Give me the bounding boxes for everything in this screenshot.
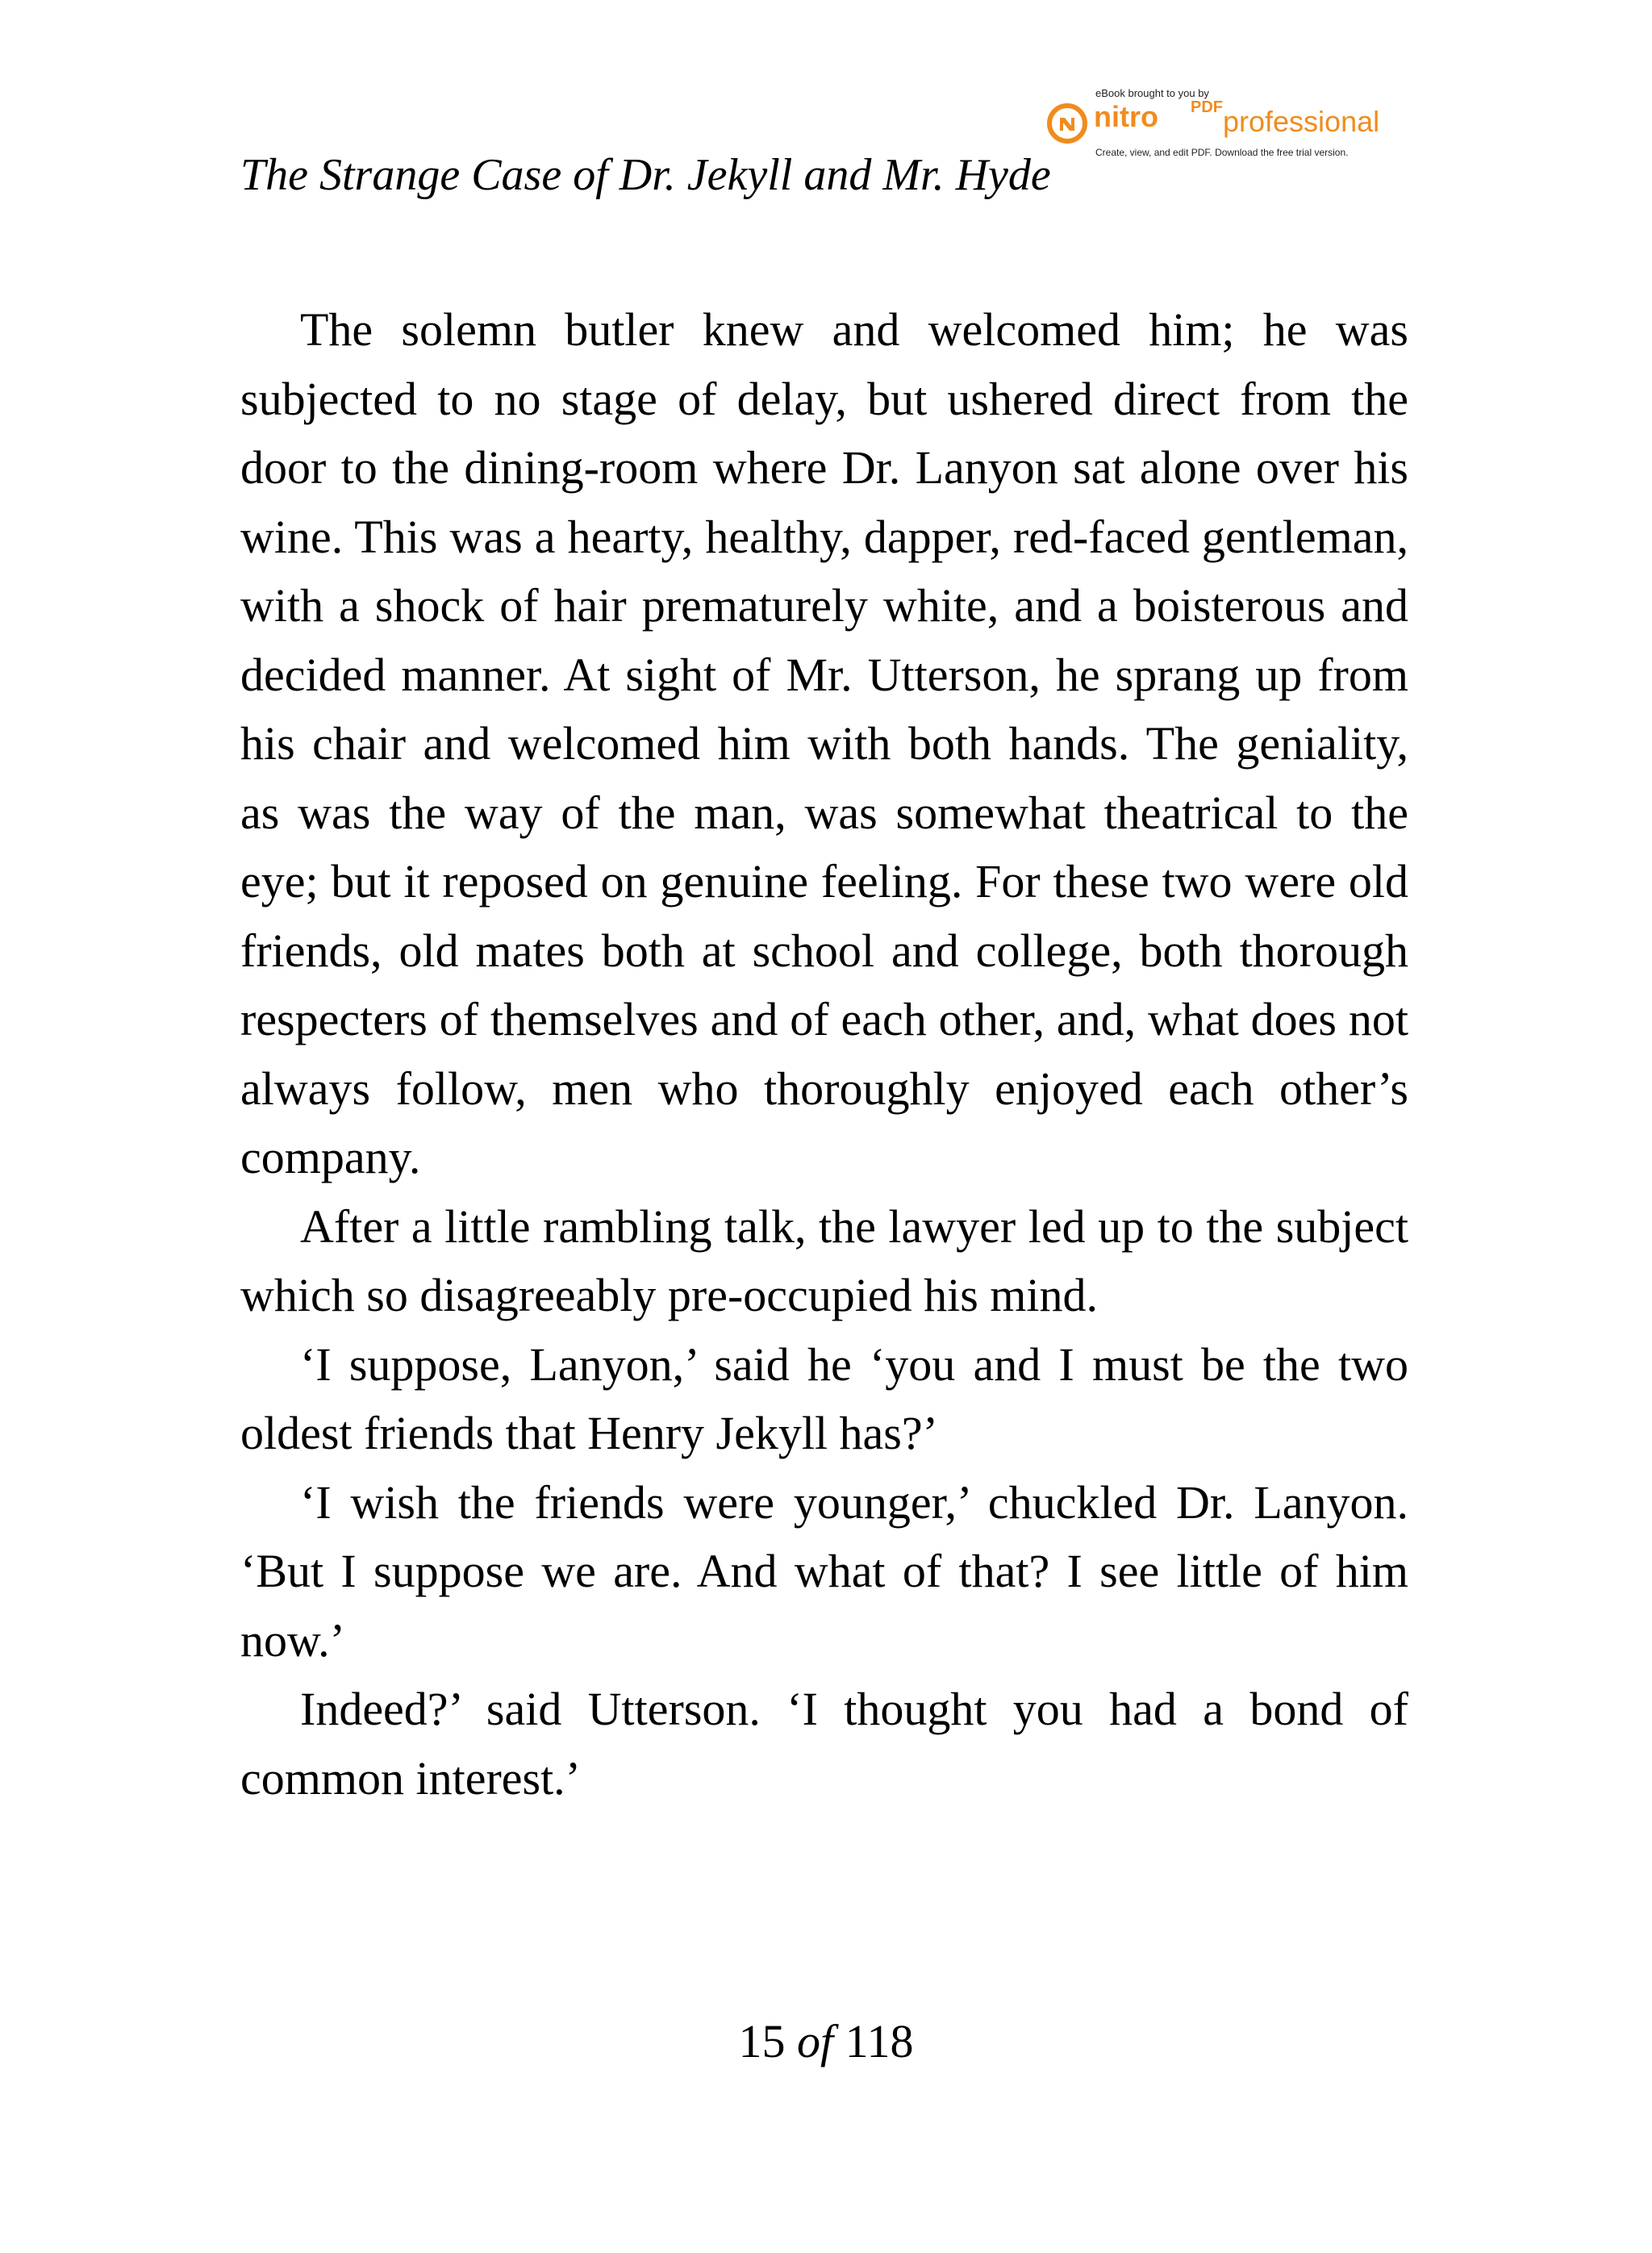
page-number xyxy=(0,2013,1652,2070)
body-paragraph: ‘I wish the friends were younger,’ chuckled Dr. Lanyon. ‘But I suppose we are. And what of that? I see little of him now.’ xyxy=(240,1475,1408,1667)
page-number-of-label: of xyxy=(797,2015,834,2067)
nitro-logo-icon xyxy=(1047,103,1087,144)
body-paragraph: ‘I suppose, Lanyon,’ said he ‘you and I must be the two oldest friends that Henry Jekyll has?’ xyxy=(240,1337,1408,1459)
body-paragraph: Indeed?’ said Utterson. ‘I thought you had a bond of common interest.’ xyxy=(240,1683,1408,1804)
body-paragraph: The solemn butler knew and welcomed him; he was subjected to no stage of delay, but ushered direct from the door to the dining-room where Dr. Lanyon sat alone over his wine. This was a hearty, healthy, dapper, red-faced gentleman, with a shock of hair prematurely white, and a boisterous and decided manner. At sight of Mr. Utterson, he sprang up from his chair and welcomed him with both hands. The geniality, as was the way of the man, was somewhat theatrical to the eye; but it reposed on genuine feeling. For these two were old friends, old mates both at school and college, both thorough respecters of themselves and of each other, and, what does not always follow, men who thoroughly enjoyed each other’s company. xyxy=(240,303,1408,1183)
banner-brand-name: nitro xyxy=(1094,100,1158,133)
banner-tagline-top: eBook brought to you by xyxy=(1095,87,1209,99)
banner-brand-suffix: professional xyxy=(1223,105,1380,138)
banner-tagline-bottom: Create, view, and edit PDF. Download the free trial version. xyxy=(1095,147,1349,158)
page-body xyxy=(240,295,1408,1813)
nitro-pdf-banner[interactable] xyxy=(1047,86,1410,166)
banner-brand-superscript: PDF xyxy=(1191,98,1223,116)
page-number-current: 15 xyxy=(738,2015,786,2067)
body-paragraph: After a little rambling talk, the lawyer led up to the subject which so disagreeably pre-occupied his mind. xyxy=(240,1200,1408,1321)
page-number-total: 118 xyxy=(845,2015,914,2067)
running-header-title: The Strange Case of Dr. Jekyll and Mr. Hyde xyxy=(240,150,1051,200)
